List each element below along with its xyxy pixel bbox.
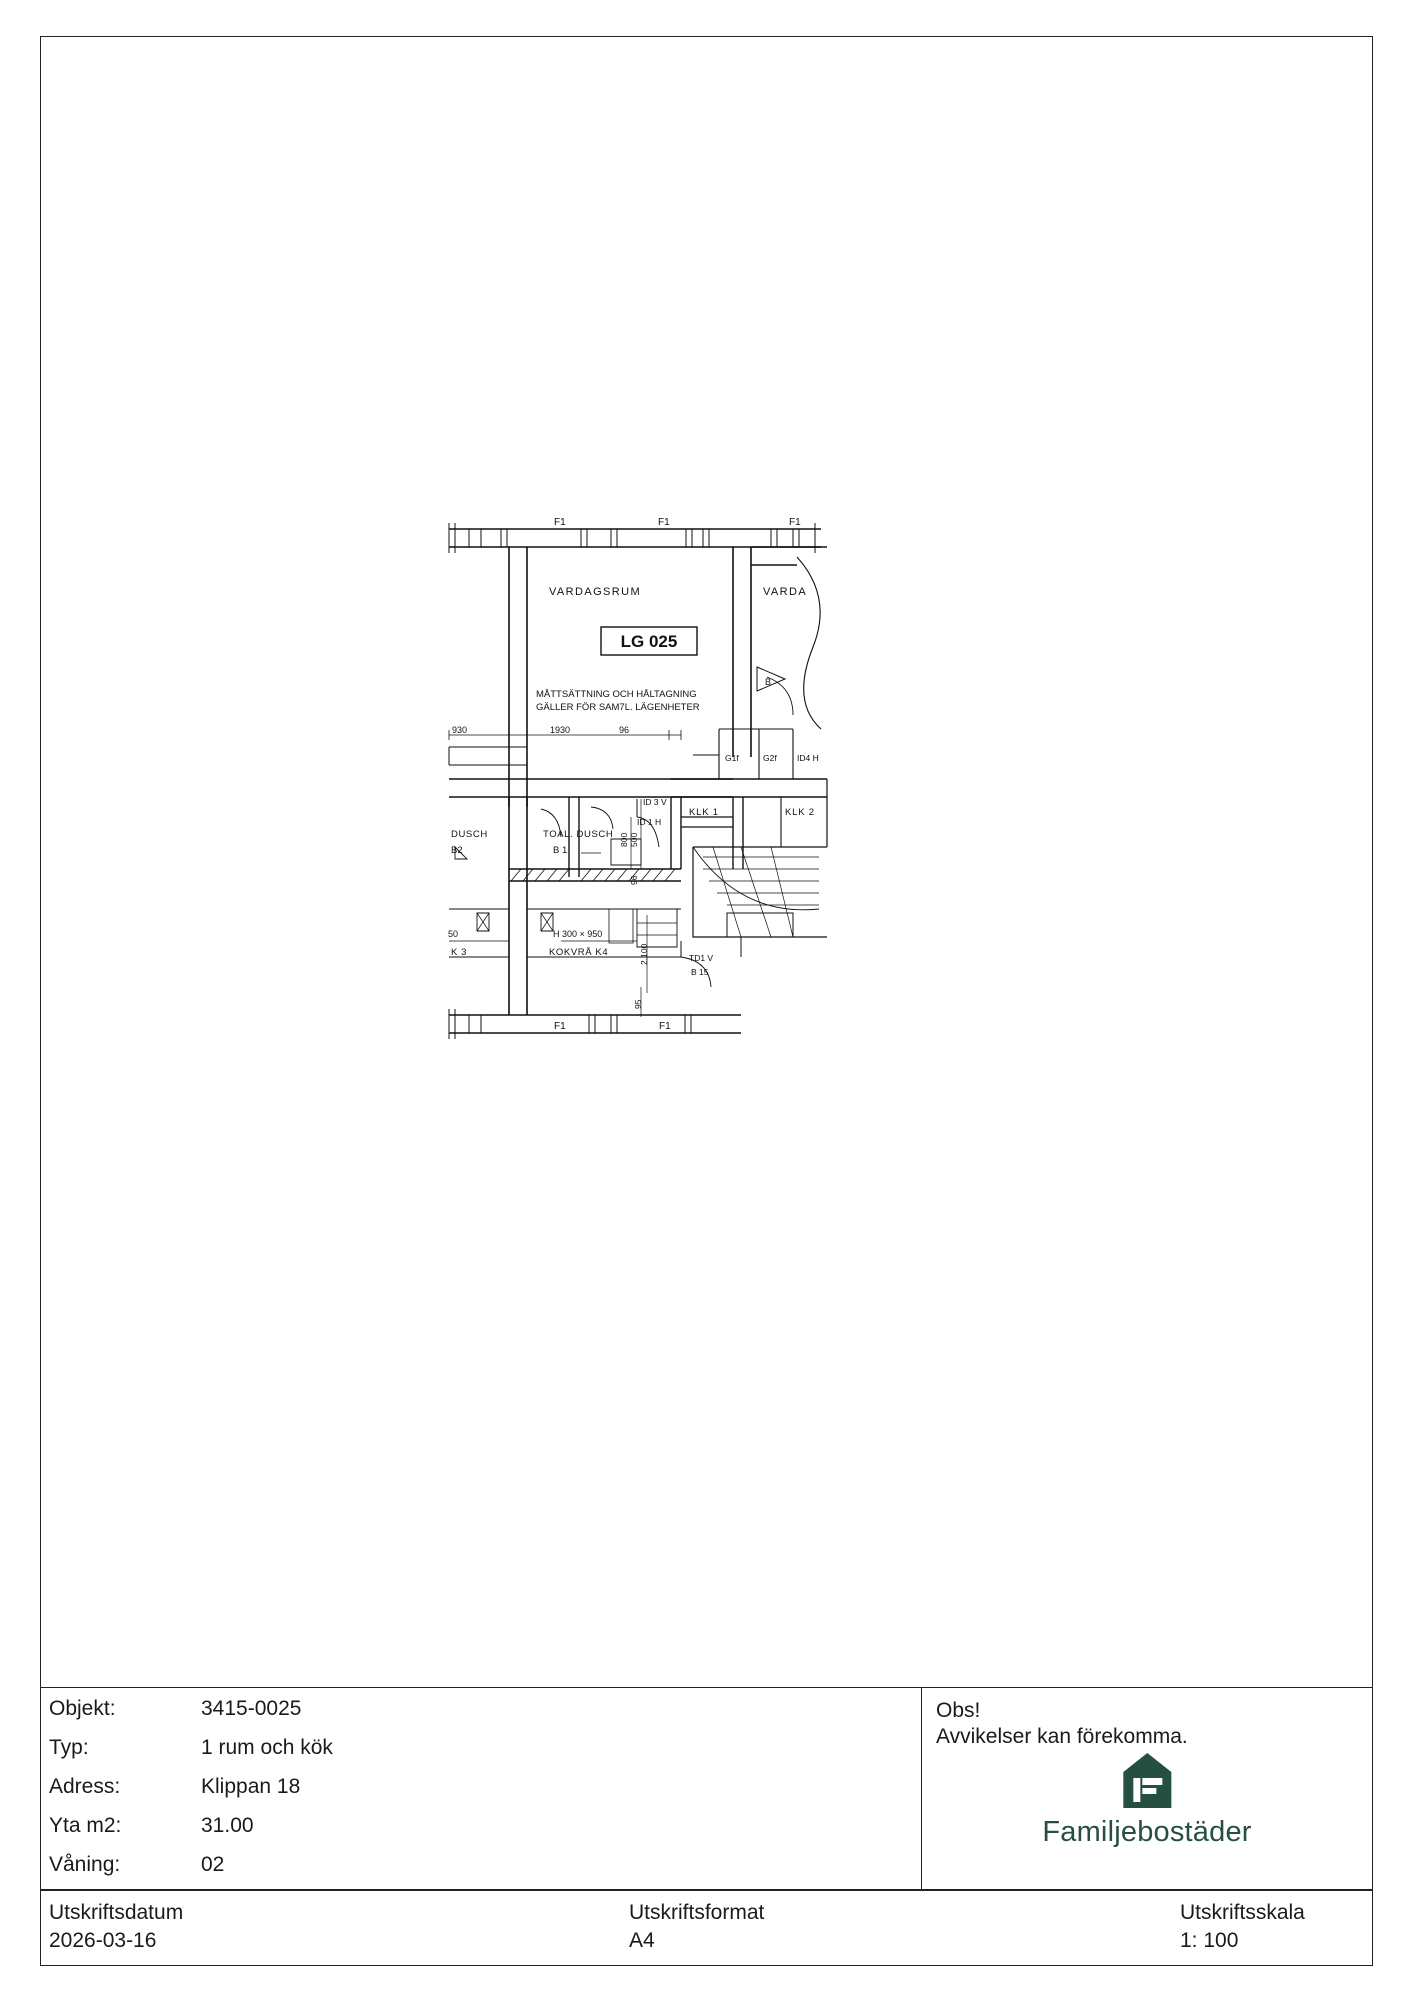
info-value-typ: 1 rum och kök <box>201 1736 333 1759</box>
print-scale-label: Utskriftsskala <box>1180 1901 1305 1924</box>
dimension-50: 50 <box>448 929 459 939</box>
drawing-frame <box>40 36 1373 1688</box>
info-value-adress: Klippan 18 <box>201 1775 301 1798</box>
info-label-adress: Adress: <box>49 1775 121 1798</box>
window-label-bottom-1: F1 <box>554 1021 566 1032</box>
door-label-id3v: ID 3 V <box>643 797 667 807</box>
window-label-top-1: F1 <box>554 517 566 528</box>
info-value-yta: 31.00 <box>201 1814 254 1837</box>
door-label-id1h: ID 1 H <box>637 817 662 827</box>
info-label-vaning: Våning: <box>49 1853 121 1876</box>
door-code-b15: B 15 <box>691 967 709 977</box>
door-label-id4h: ID4 H <box>797 753 819 763</box>
obs-title: Obs! <box>936 1699 981 1722</box>
info-value-vaning: 02 <box>201 1853 225 1876</box>
brand-name: Familjebostäder <box>1042 1816 1252 1848</box>
note-line-1: MÅTTSÄTTNING OCH HÅLTAGNING <box>536 689 697 700</box>
info-row-yta <box>49 1815 921 1836</box>
info-row-objekt <box>49 1698 921 1719</box>
footer-print-format <box>621 1891 1166 1965</box>
obs-text: Avvikelser kan förekomma. <box>936 1725 1188 1749</box>
info-row-typ <box>49 1737 921 1758</box>
print-scale-value: 1: 100 <box>1180 1929 1239 1953</box>
dimension-500: 500 <box>629 832 639 847</box>
info-row-adress <box>49 1776 921 1797</box>
apartment-label-box <box>601 627 697 655</box>
room-label-toal-dusch: TOAL. DUSCH <box>543 829 614 840</box>
room-code-k3: K 3 <box>451 947 468 958</box>
info-left <box>41 1688 921 1889</box>
brand-logo <box>1042 1750 1251 1849</box>
dimension-930: 930 <box>452 725 468 735</box>
dimension-95: 95 <box>633 999 643 1009</box>
info-label-yta: Yta m2: <box>49 1814 122 1837</box>
room-label-klk2: KLK 2 <box>785 807 815 818</box>
info-right <box>921 1688 1372 1889</box>
window-label-top-2: F1 <box>658 517 670 528</box>
print-format-value: A4 <box>629 1929 655 1953</box>
room-label-klk1: KLK 1 <box>689 807 719 818</box>
dimension-96b: 96 <box>629 875 639 885</box>
info-row-vaning <box>49 1854 921 1875</box>
footer-print-date <box>41 1891 621 1965</box>
info-block <box>40 1688 1373 1890</box>
dimension-1930: 1930 <box>550 725 571 735</box>
dimension-hatch: H 300 × 950 <box>553 929 603 939</box>
footer-print-scale <box>1166 1891 1372 1965</box>
room-label-kokvra: KOKVRÅ K4 <box>549 947 609 958</box>
door-label-td1v: TD1 V <box>689 953 714 963</box>
familjebostader-logo-icon <box>1117 1750 1177 1812</box>
info-label-typ: Typ: <box>49 1736 89 1759</box>
door-label-g1f: G1f <box>725 753 739 763</box>
window-label-bottom-2: F1 <box>659 1021 671 1032</box>
room-label-vardagsrum-right: VARDA <box>763 586 808 598</box>
print-date-label: Utskriftsdatum <box>49 1901 184 1924</box>
window-label-top-3: F1 <box>789 517 801 528</box>
room-label-vardagsrum: VARDAGSRUM <box>549 586 642 598</box>
info-value-objekt: 3415-0025 <box>201 1697 302 1720</box>
apartment-label-text: LG 025 <box>620 632 678 651</box>
dimension-800: 800 <box>619 832 629 847</box>
room-code-b1: B 1 <box>553 845 568 856</box>
room-label-dusch: DUSCH <box>451 829 488 840</box>
note-line-2: GÄLLER FÖR SAM7L. LÄGENHETER <box>536 702 700 713</box>
room-code-b2: B2 <box>451 845 463 856</box>
info-label-objekt: Objekt: <box>49 1697 116 1720</box>
footer-block <box>40 1890 1373 1966</box>
dimension-96a: 96 <box>619 725 630 735</box>
print-date-value: 2026-03-16 <box>49 1929 157 1953</box>
print-format-label: Utskriftsformat <box>629 1901 765 1924</box>
dimension-2100: 2.100 <box>639 943 649 965</box>
marker-b: B <box>765 677 772 687</box>
document-page <box>40 36 1373 1966</box>
floor-plan <box>441 517 961 1167</box>
door-label-g2f: G2f <box>763 753 777 763</box>
